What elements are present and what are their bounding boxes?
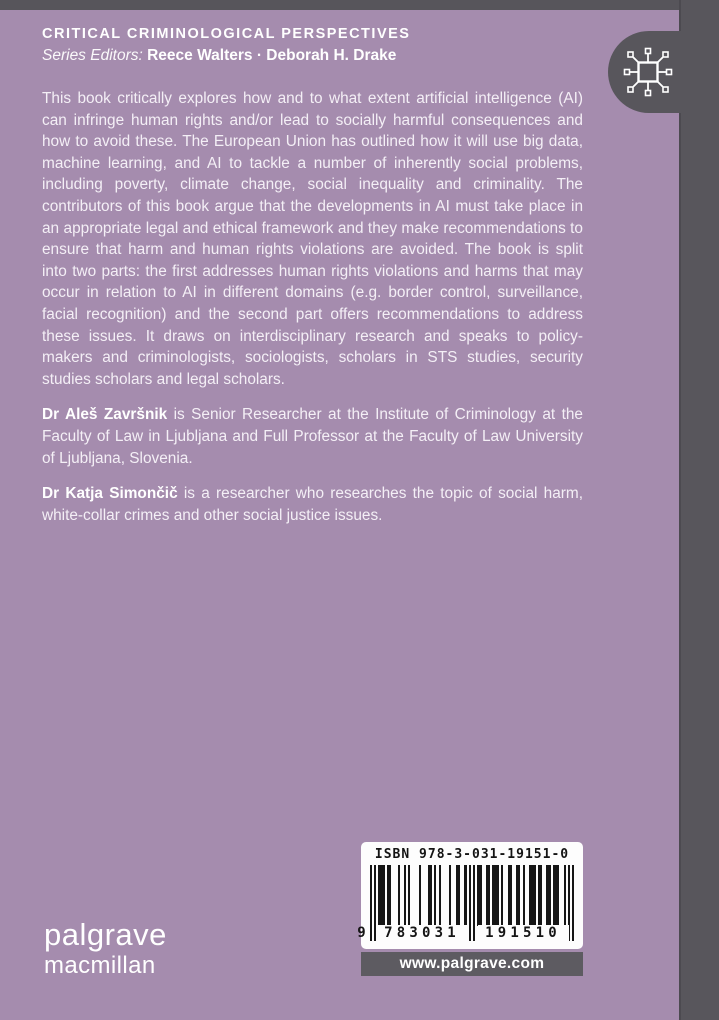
series-logo-tab	[608, 31, 683, 113]
top-band	[0, 0, 719, 10]
publisher-website: www.palgrave.com	[399, 955, 545, 972]
cover-text-content	[42, 26, 583, 526]
publisher-website-bar	[361, 952, 583, 976]
publisher-logo-macmillan: macmillan	[44, 952, 156, 979]
series-editors-label: Series Editors:	[42, 47, 143, 64]
author-bio-1	[42, 404, 583, 469]
series-editors-names: Reece Walters · Deborah H. Drake	[147, 47, 397, 64]
series-title: CRITICAL CRIMINOLOGICAL PERSPECTIVES	[42, 26, 411, 42]
publisher-logo	[44, 919, 167, 978]
right-spine-band	[679, 0, 719, 1020]
isbn-label: ISBN 978-3-031-19151-0	[374, 847, 570, 862]
author-bio-2-text: is a researcher who researches the topic of social harm, white-collar crimes and other social justice issues.	[42, 485, 584, 524]
barcode-digits-right: 191510	[478, 925, 569, 942]
barcode-digits-left: 783031	[377, 925, 468, 942]
author-name-2: Dr Katja Simončič	[42, 485, 178, 503]
series-editors-line	[42, 46, 583, 66]
publisher-logo-palgrave: palgrave	[44, 917, 167, 952]
barcode-block	[357, 842, 583, 949]
square-radiating-nodes-icon	[620, 44, 676, 100]
author-bio-1-text: is Senior Researcher at the Institute of Criminology at the Faculty of Law in Ljubljana and Full Professor at the Faculty of Law University of Ljubljana, Slovenia.	[42, 406, 583, 467]
ean13-barcode	[357, 865, 575, 944]
barcode-digit-lead: 9	[357, 925, 366, 941]
author-name-1: Dr Aleš Završnik	[42, 406, 168, 424]
author-bio-2	[42, 483, 583, 526]
book-description: This book critically explores how and to what extent artificial intelligence (AI) can infringe human rights and/or lead to socially harmful consequences and how to avoid these. The European Union has outlined how it will use big data, machine learning, and AI to tackle a number of inherently social problems, including poverty, climate change, social inequality and criminality. The contributors of this book argue that the developments in AI must take place in an appropriate legal and ethical framework and they make recommendations to ensure that harm and human rights violations are avoided. The book is split into two parts: the first addresses human rights violations and harms that may occur in relation to AI in different domains (e.g. border control, surveillance, facial recognition) and the second part offers recommendations to address these issues. It draws on interdisciplinary research and speaks to policy-makers and criminologists, sociologists, scholars in STS studies, security studies scholars and legal scholars.	[42, 90, 583, 388]
